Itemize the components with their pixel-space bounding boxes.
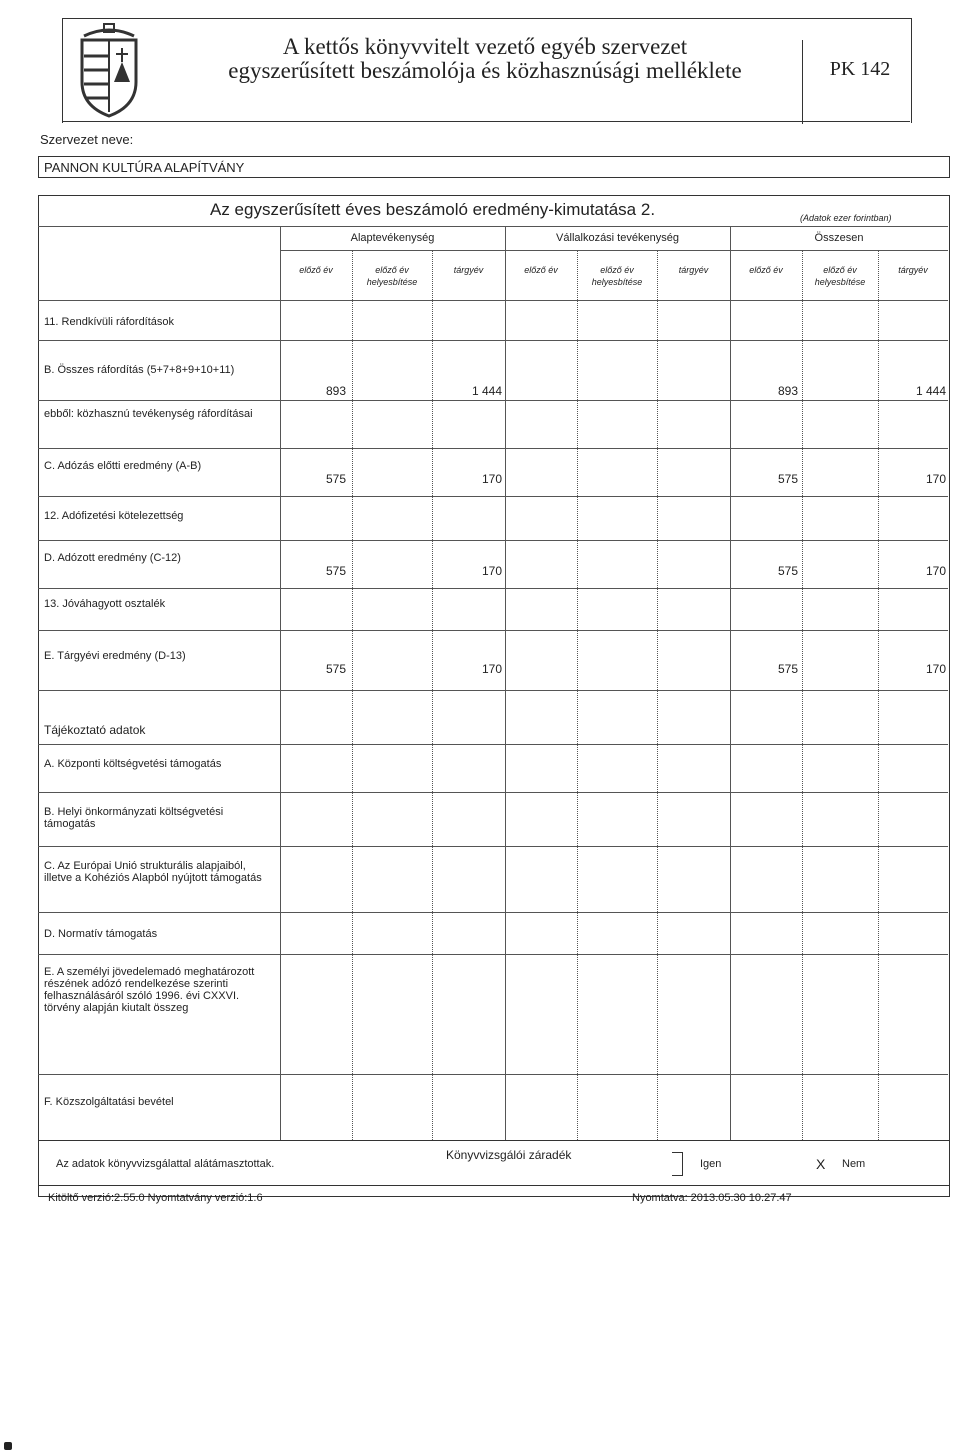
cell-value: 575	[777, 472, 798, 486]
filler-version: Kitöltő verzió:2.55.0 Nyomtatvány verzió:1.6	[48, 1192, 263, 1204]
column-divider	[802, 250, 803, 1140]
column-divider	[505, 226, 506, 1140]
cell-value: 893	[777, 384, 798, 398]
coat-of-arms-icon	[70, 22, 148, 118]
cell-value: 170	[481, 564, 502, 578]
group-rule	[280, 250, 948, 251]
audit-no-label: Nem	[842, 1158, 866, 1170]
subheader-prev-correction: előző év helyesbítése	[366, 265, 418, 287]
row-label: 11. Rendkívüli ráfordítások	[44, 316, 175, 328]
subheader-rule	[38, 300, 948, 301]
subheader-current-year: tárgyév	[678, 265, 709, 275]
column-divider	[730, 226, 731, 1140]
cell-value: 575	[777, 564, 798, 578]
row-label: 13. Jóváhagyott osztalék	[44, 598, 166, 610]
cell-value: 170	[925, 564, 946, 578]
corner-mark	[4, 1442, 12, 1450]
audit-no-mark[interactable]: X	[816, 1156, 826, 1172]
row-label: C. Adózás előtti eredmény (A-B)	[44, 460, 202, 472]
row-label: B. Összes ráfordítás (5+7+8+9+10+11)	[44, 364, 235, 376]
print-timestamp: Nyomtatva: 2013.05.30 10.27.47	[632, 1192, 792, 1204]
audit-question: Az adatok könyvvizsgálattal alátámasztottak.	[56, 1158, 275, 1170]
row-rule	[38, 744, 948, 745]
cell-value: 893	[325, 384, 346, 398]
cell-value: 575	[325, 564, 346, 578]
subheader-prev-year: előző év	[524, 265, 558, 275]
info-row-label: A. Központi költségvetési támogatás	[44, 758, 222, 770]
income-statement-table	[38, 195, 950, 1197]
info-row-label: F. Közszolgáltatási bevétel	[44, 1096, 174, 1108]
row-rule	[38, 340, 948, 341]
form-title-line2: egyszerűsített beszámolója és közhasznúsági melléklete	[228, 58, 742, 83]
form-code: PK 142	[829, 58, 891, 80]
units-note: (Adatok ezer forintban)	[800, 213, 892, 223]
row-label: E. Tárgyévi eredmény (D-13)	[44, 650, 186, 662]
subheader-prev-year: előző év	[299, 265, 333, 275]
row-rule	[38, 400, 948, 401]
cell-value: 575	[777, 662, 798, 676]
cell-value: 1 444	[471, 384, 502, 398]
org-name-value: PANNON KULTÚRA ALAPÍTVÁNY	[44, 160, 245, 175]
row-rule	[38, 690, 948, 691]
cell-value: 1 444	[915, 384, 946, 398]
info-row-label: C. Az Európai Unió strukturális alapjaiból, illetve a Kohéziós Alapból nyújtott támogatás	[44, 860, 262, 884]
column-divider	[352, 250, 353, 1140]
row-rule	[38, 448, 948, 449]
cell-value: 575	[325, 472, 346, 486]
table-title: Az egyszerűsített éves beszámoló eredmény-kimutatása 2.	[210, 200, 656, 219]
info-section-title: Tájékoztató adatok	[44, 723, 146, 737]
info-row-label: D. Normatív támogatás	[44, 928, 158, 940]
subheader-prev-correction: előző év helyesbítése	[591, 265, 643, 287]
group-header-core: Alaptevékenység	[350, 232, 435, 244]
row-rule	[38, 630, 948, 631]
cell-value: 170	[481, 662, 502, 676]
org-name-label: Szervezet neve:	[40, 132, 134, 147]
subheader-current-year: tárgyév	[453, 265, 484, 275]
row-rule	[38, 496, 948, 497]
column-divider	[280, 226, 281, 1140]
audit-label: Könyvvizsgálói záradék	[446, 1148, 572, 1162]
form-code-bottom	[802, 121, 910, 122]
row-rule	[38, 846, 948, 847]
info-row-label: E. A személyi jövedelemadó meghatározott részének adózó rendelkezése szerinti felhasználásáról szóló 1996. évi CXXVI. törvény alapján kiutalt összeg	[44, 966, 255, 1014]
row-rule	[38, 588, 948, 589]
row-rule	[38, 912, 948, 913]
audit-yes-label: Igen	[700, 1158, 722, 1170]
subheader-prev-correction: előző év helyesbítése	[814, 265, 866, 287]
cell-value: 170	[925, 472, 946, 486]
group-header-business: Vállalkozási tevékenység	[556, 232, 679, 244]
group-header-total: Összesen	[814, 232, 864, 244]
header-rule	[38, 226, 948, 227]
row-rule	[38, 540, 948, 541]
audit-yes-checkbox[interactable]	[672, 1152, 683, 1176]
subheader-prev-year: előző év	[749, 265, 783, 275]
row-rule	[38, 792, 948, 793]
form-code-divider	[802, 40, 803, 124]
cell-value: 575	[325, 662, 346, 676]
info-row-label: B. Helyi önkormányzati költségvetési támogatás	[44, 806, 224, 830]
cell-value: 170	[925, 662, 946, 676]
column-divider	[577, 250, 578, 1140]
column-divider	[657, 250, 658, 1140]
header-divider	[62, 121, 802, 122]
row-rule	[38, 1074, 948, 1075]
row-label: ebből: közhasznú tevékenység ráfordításai	[44, 408, 253, 420]
form-title-line1: A kettős könyvvitelt vezető egyéb szervezet	[282, 34, 688, 59]
row-label: D. Adózott eredmény (C-12)	[44, 552, 181, 564]
cell-value: 170	[481, 472, 502, 486]
subheader-current-year: tárgyév	[898, 265, 928, 275]
row-label: 12. Adófizetési kötelezettség	[44, 510, 184, 522]
row-rule	[38, 954, 948, 955]
